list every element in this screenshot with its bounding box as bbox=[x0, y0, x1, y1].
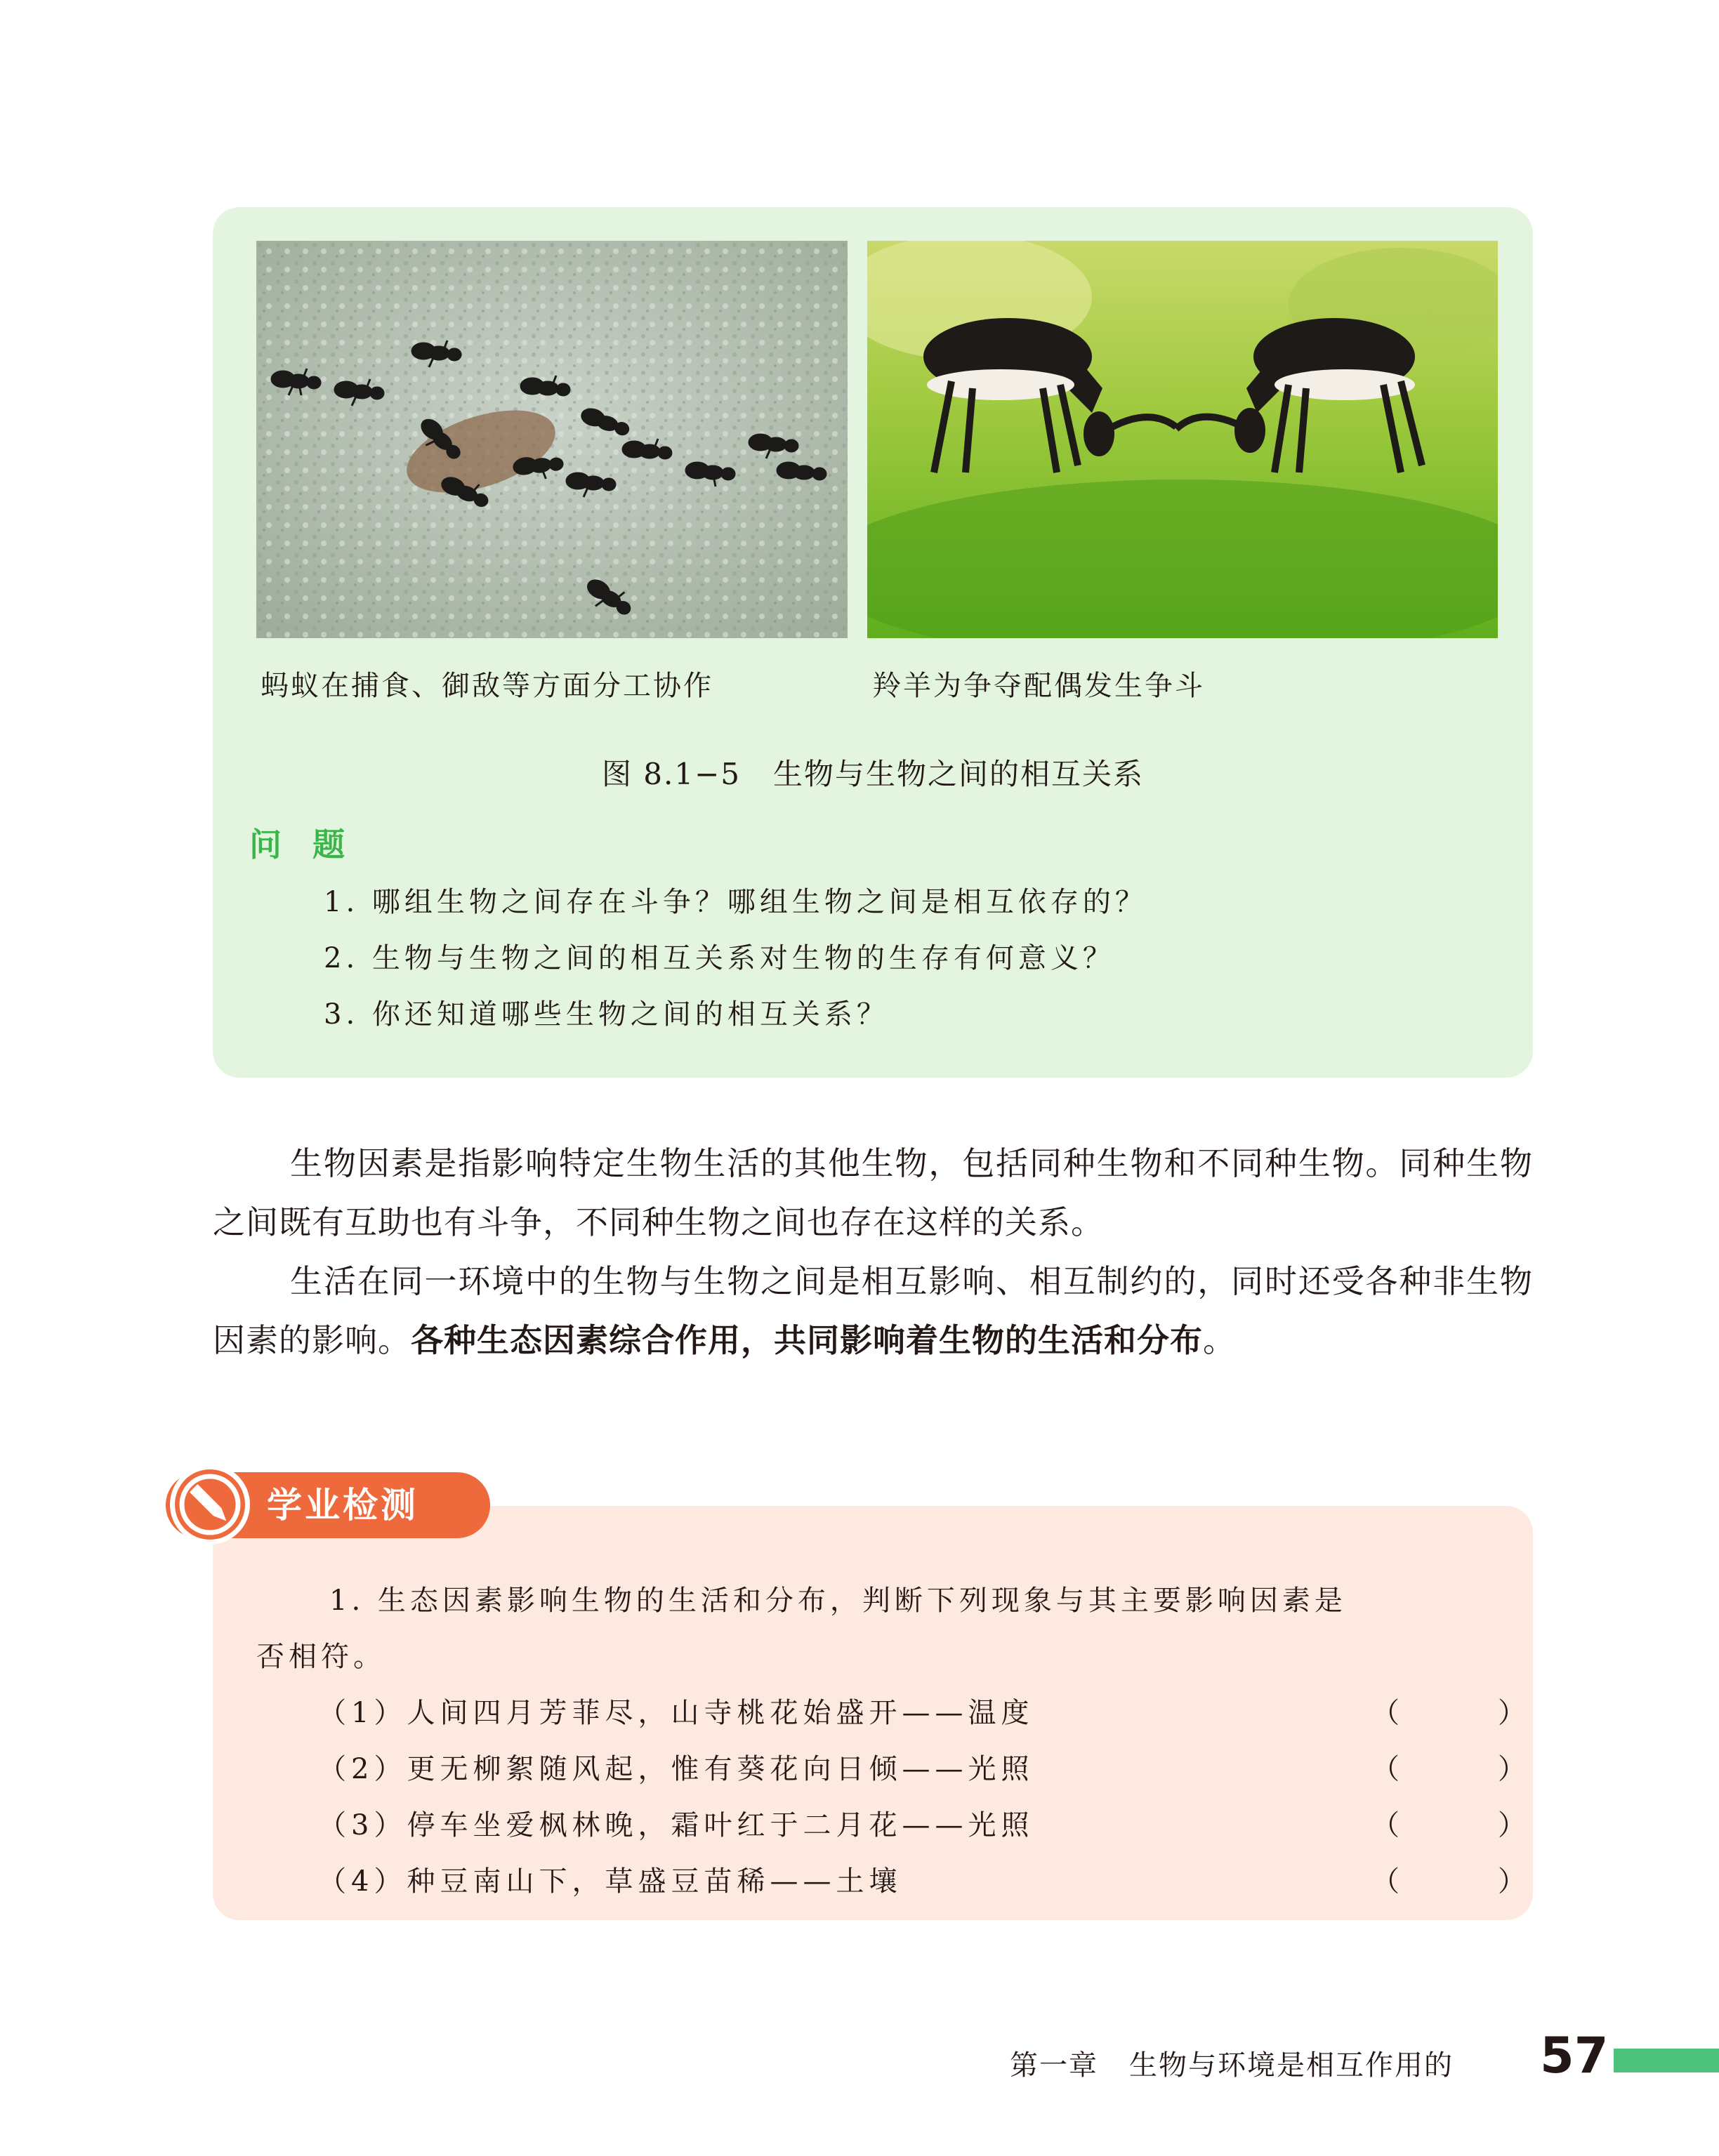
chapter-number: 第一章 bbox=[1010, 2049, 1098, 2082]
body-paragraph-1 bbox=[213, 1134, 1533, 1252]
test-item bbox=[318, 1853, 1526, 1910]
figure-title bbox=[213, 751, 1533, 793]
test-question-line1: 1. 生态因素影响生物的生活和分布，判断下列现象与其主要影响因素是 bbox=[329, 1585, 1347, 1617]
questions-list bbox=[324, 874, 1503, 1043]
answer-blank[interactable]: （ ） bbox=[1371, 1809, 1526, 1841]
figure-number: 图 8.1−5 bbox=[601, 757, 742, 791]
key-conclusion: 各种生态因素综合作用，共同影响着生物的生活和分布 bbox=[411, 1321, 1203, 1359]
test-item bbox=[318, 1797, 1526, 1853]
paragraph-text: 生物因素是指影响特定生物生活的其他生物，包括同种生物和不同种生物。同种生物之间既有互助也有斗争，不同种生物之间也存在这样的关系。 bbox=[213, 1144, 1533, 1241]
test-item-text: （3）停车坐爱枫林晚，霜叶红于二月花——光照 bbox=[318, 1809, 1034, 1841]
paragraph-end: 。 bbox=[1203, 1321, 1236, 1359]
test-question-line2: 否相符。 bbox=[256, 1641, 386, 1673]
chapter-title: 生物与环境是相互作用的 bbox=[1129, 2049, 1454, 2082]
figure-title-text: 生物与生物之间的相互关系 bbox=[773, 757, 1145, 791]
test-item bbox=[318, 1741, 1526, 1797]
question-item: 1. 哪组生物之间存在斗争？哪组生物之间是相互依存的？ bbox=[324, 886, 1147, 918]
paragraph-normal-text: 生活在同一环境中的生物与生物之间是相互影响、相互制约的，同时还受各种非生物因素的影响。 bbox=[213, 1262, 1533, 1359]
test-question bbox=[256, 1573, 1506, 1685]
pencil-icon bbox=[167, 1462, 253, 1547]
ants-caption: 蚂蚁在捕食、御敌等方面分工协作 bbox=[261, 670, 713, 702]
test-item-text: （2）更无柳絮随风起，惟有葵花向日倾——光照 bbox=[318, 1753, 1034, 1785]
answer-blank[interactable]: （ ） bbox=[1371, 1865, 1526, 1898]
page-accent-bar bbox=[1614, 2049, 1719, 2072]
answer-blank[interactable]: （ ） bbox=[1371, 1697, 1526, 1729]
antelope-photo bbox=[867, 241, 1498, 638]
figure-box bbox=[213, 207, 1533, 1078]
test-badge: 学业检测 bbox=[166, 1472, 490, 1538]
question-item: 2. 生物与生物之间的相互关系对生物的生存有何意义？ bbox=[324, 942, 1115, 974]
test-item bbox=[318, 1685, 1526, 1741]
page-number: 57 bbox=[1540, 2027, 1609, 2084]
test-item-text: （4）种豆南山下，草盛豆苗稀——土壤 bbox=[318, 1865, 902, 1898]
questions-heading: 问题 bbox=[249, 826, 376, 864]
test-box bbox=[213, 1506, 1533, 1920]
test-item-text: （1）人间四月芳菲尽，山寺桃花始盛开——温度 bbox=[318, 1697, 1034, 1729]
running-footer bbox=[1010, 2043, 1454, 2083]
ants-photo bbox=[256, 241, 848, 638]
answer-blank[interactable]: （ ） bbox=[1371, 1753, 1526, 1785]
test-items bbox=[318, 1685, 1526, 1910]
antelope-caption: 羚羊为争夺配偶发生争斗 bbox=[873, 670, 1205, 702]
paragraph-text bbox=[213, 1252, 1533, 1370]
body-paragraph-2 bbox=[213, 1252, 1533, 1370]
question-item: 3. 你还知道哪些生物之间的相互关系？ bbox=[324, 998, 889, 1031]
